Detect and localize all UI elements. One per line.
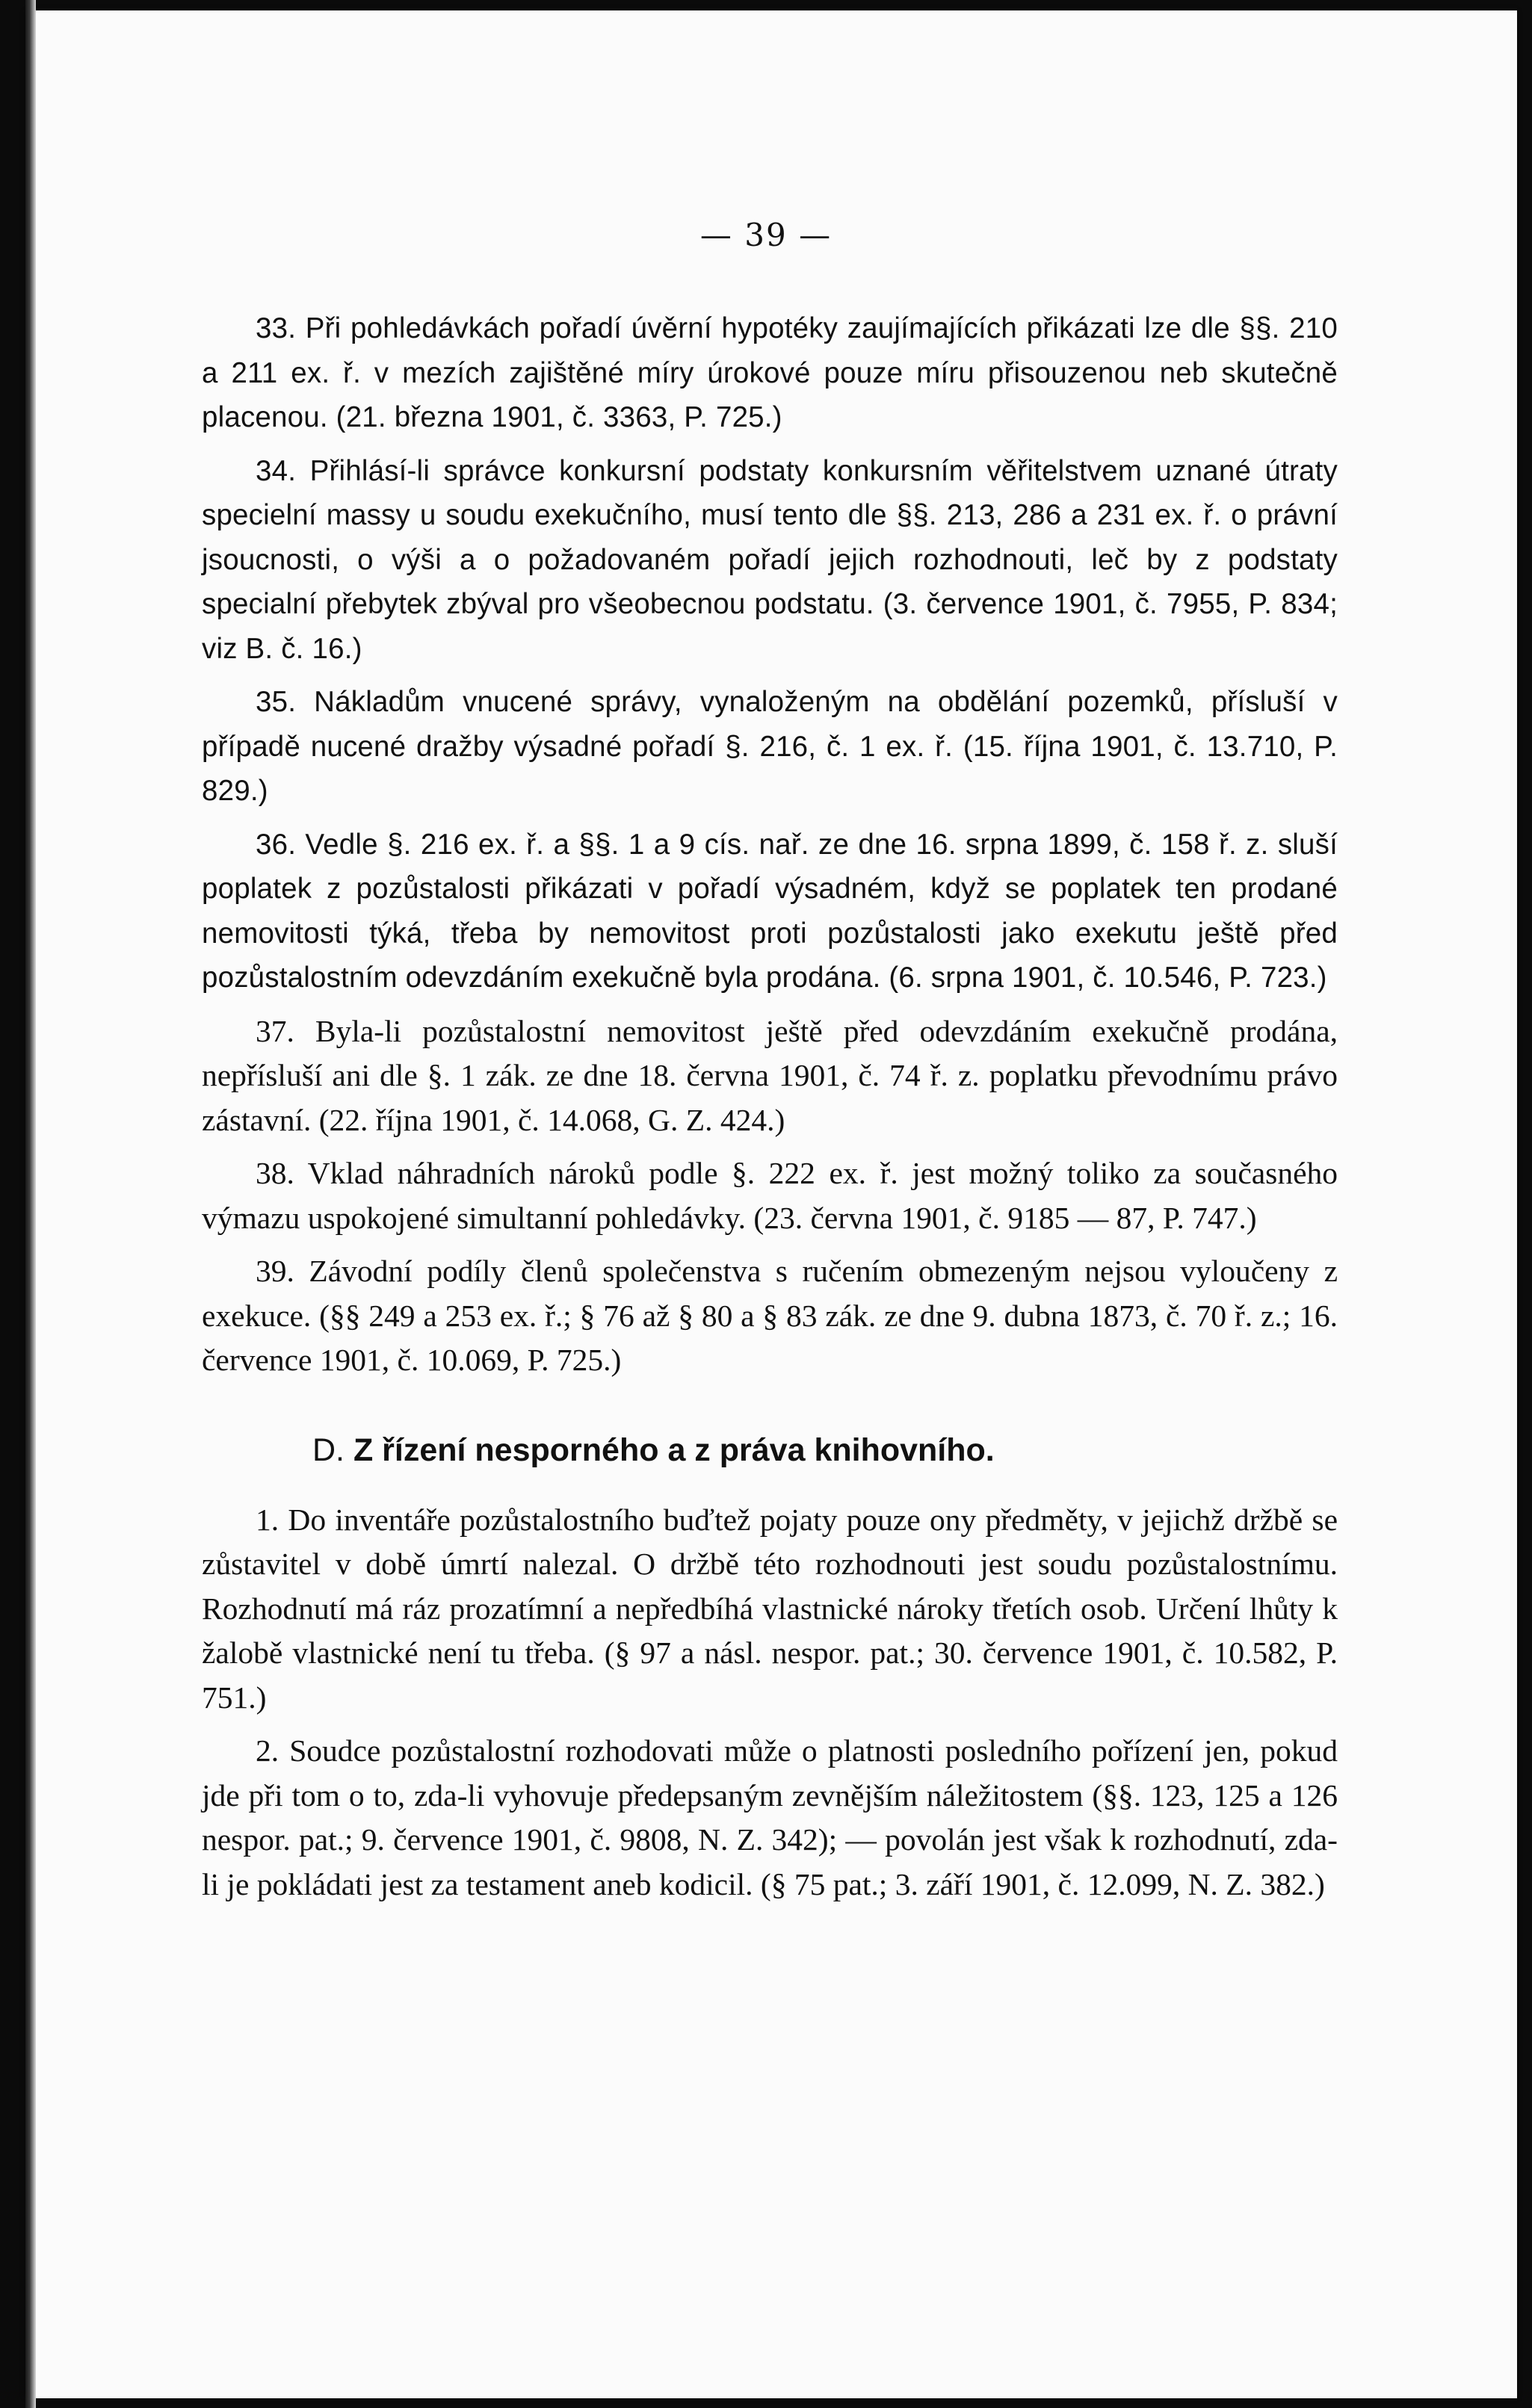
paragraph-33: 33. Při pohledávkách pořadí úvěrní hypotéky zaujímajících přikázati lze dle §§. 210 a 211 ex. ř. v mezích zajištěné míry úrokové pouze míru přisouzenou neb skutečně placenou. (21. března 1901, č. 3363, P. 725.) (202, 312, 1338, 433)
paragraph-34: 34. Přihlásí-li správce konkursní podstaty konkursním věřitelstvem uznané útraty specielní massy u soudu exekučního, musí tento dle §§. 213, 286 a 231 ex. ř. o právní jsoucnosti, o výši a o požadovaném pořadí jejich rozhodnouti, leč by z podstaty specialní přebytek zbýval pro všeobecnou podstatu. (3. července 1901, č. 7955, P. 834; viz B. č. 16.) (202, 454, 1338, 665)
section-paragraph-2: 2. Soudce pozůstalostní rozhodovati může o platnosti posledního pořízení jen, pokud jde při tom o to, zda-li vyhovuje předepsaným zevnějším náležitostem (§§. 123, 125 a 126 nespor. pat.; 9. července 1901, č. 9808, N. Z. 342); — povolán jest však k rozhodnutí, zda-li je pokládati jest za testament aneb kodicil. (§ 75 pat.; 3. září 1901, č. 12.099, N. Z. 382.) (202, 1733, 1338, 1901)
section-paragraph-1: 1. Do inventáře pozůstalostního buďtež pojaty pouze ony předměty, v jejichž držbě se zůstavitel v době úmrtí nalezal. O držbě této rozhodnouti jest soudu pozůstalostnímu. Rozhodnutí má ráz prozatímní a nepředbíhá vlastnické nároky třetích osob. Určení lhůty k žalobě vlastnické není tu třeba. (§ 97 a násl. nespor. pat.; 30. července 1901, č. 10.582, P. 751.) (202, 1502, 1338, 1715)
page-body (202, 306, 1338, 1907)
section-letter: D. (312, 1432, 345, 1468)
paragraph-38: 38. Vklad náhradních nároků podle §. 222 ex. ř. jest možný toliko za současného výmazu uspokojené simultanní pohledávky. (23. června 1901, č. 9185 — 87, P. 747.) (202, 1156, 1338, 1235)
paragraph-39: 39. Závodní podíly členů společenstva s ručením obmezeným nejsou vyloučeny z exekuce. (§§ 249 a 253 ex. ř.; § 76 až § 80 a § 83 zák. ze dne 9. dubna 1873, č. 70 ř. z.; 16. července 1901, č. 10.069, P. 725.) (202, 1254, 1338, 1377)
paragraph-35: 35. Nákladům vnucené správy, vynaloženým na obdělání pozemků, přísluší v případě nucené dražby výsadné pořadí §. 216, č. 1 ex. ř. (15. října 1901, č. 13.710, P. 829.) (202, 686, 1338, 807)
page-binding-edge (25, 0, 36, 2408)
section-title: Z řízení nesporného a z práva knihovního. (353, 1432, 995, 1468)
section-heading (202, 1429, 1338, 1471)
page-number: — 39 — (699, 217, 833, 253)
paragraph-36: 36. Vedle §. 216 ex. ř. a §§. 1 a 9 cís. nař. ze dne 16. srpna 1899, č. 158 ř. z. sluší poplatek z pozůstalosti přikázati v pořadí výsadném, když se poplatek ten prodané nemovitosti týká, třeba by nemovitost proti pozůstalosti jako exekutu ještě před pozůstalostním odevzdáním exekučně byla prodána. (6. srpna 1901, č. 10.546, P. 723.) (202, 828, 1338, 994)
paragraph-37: 37. Byla-li pozůstalostní nemovitost ještě před odevzdáním exekučně prodána, nepřísluší ani dle §. 1 zák. ze dne 18. června 1901, č. 74 ř. z. poplatku převodnímu právo zástavní. (22. října 1901, č. 14.068, G. Z. 424.) (202, 1013, 1338, 1137)
